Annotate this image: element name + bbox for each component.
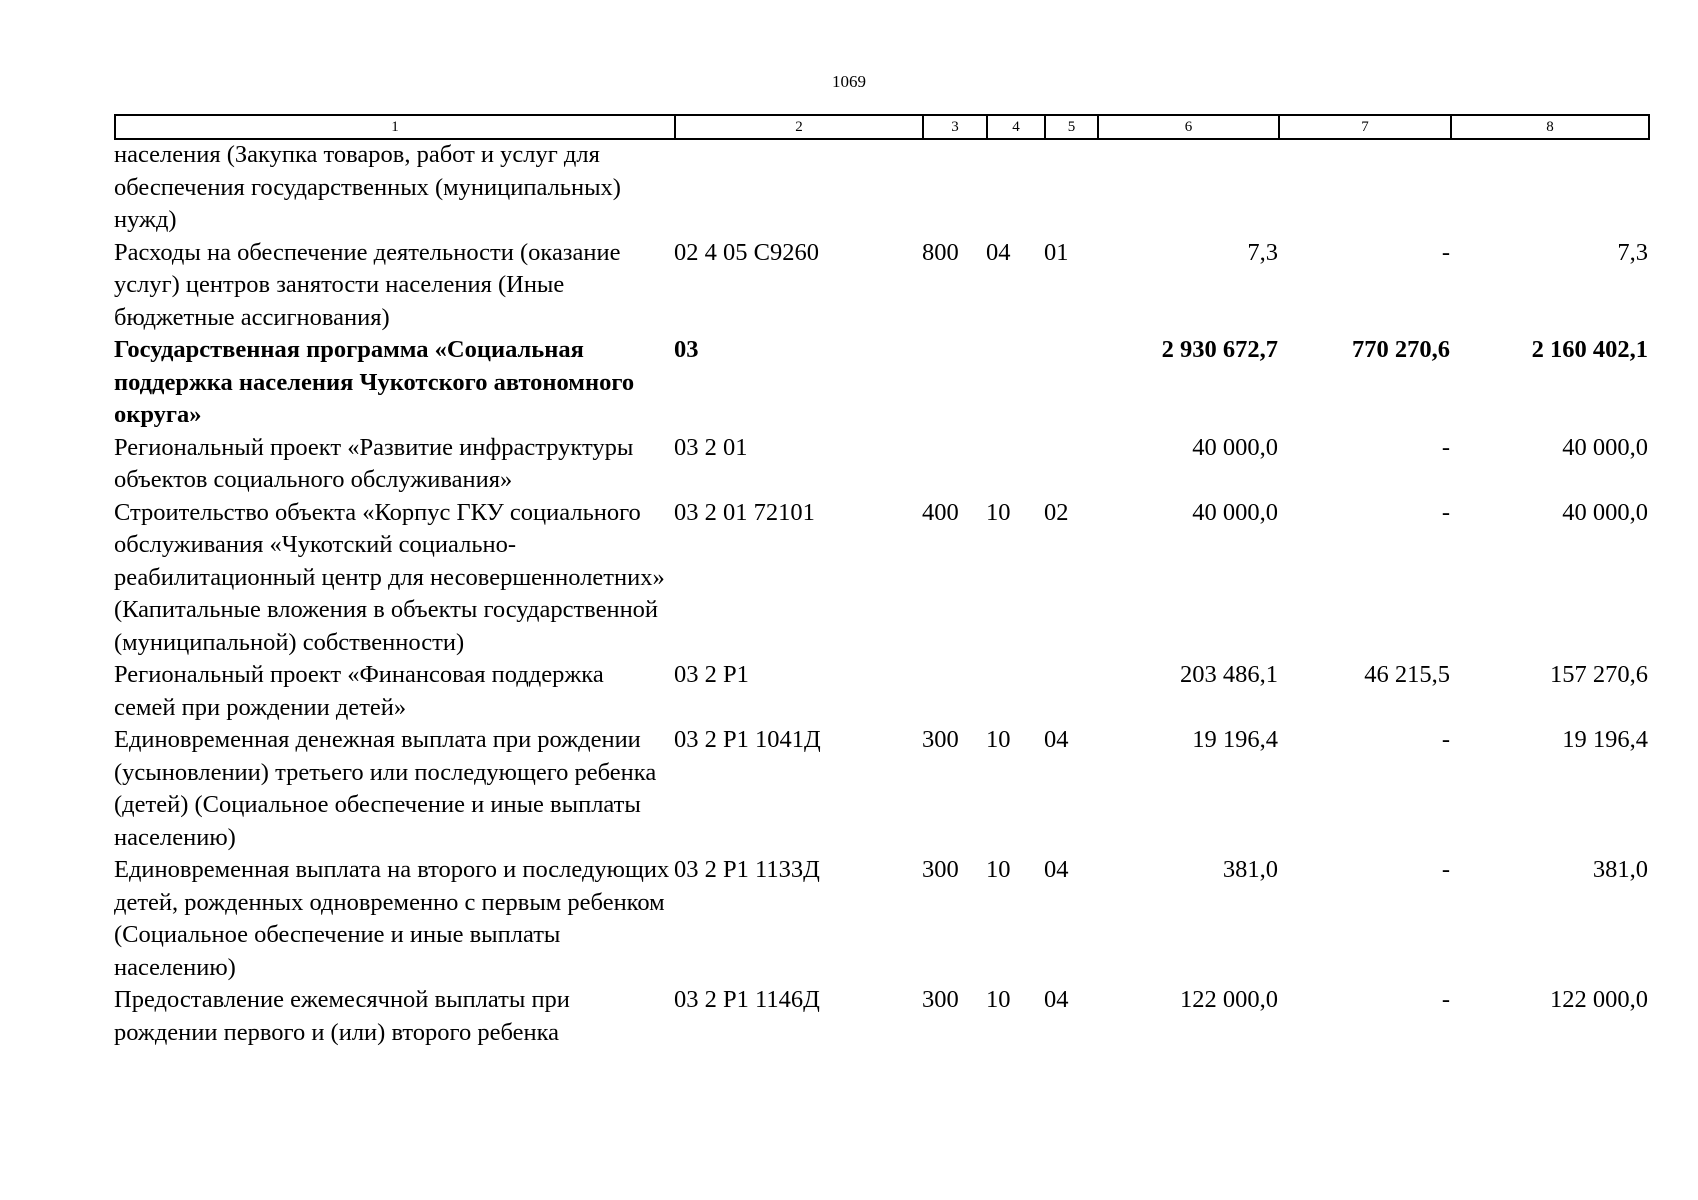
row-code: 03 2 01 72101 [674, 498, 815, 526]
column-header-3: 3 [923, 115, 987, 139]
row-col-4: 10 [986, 986, 1011, 1013]
row-col-4 [986, 334, 1044, 432]
row-col-5 [1044, 432, 1097, 497]
row-name: Предоставление ежемесячной выплаты при рождении первого и (или) второго ребенка [114, 986, 570, 1046]
row-col-4 [986, 432, 1044, 497]
row-col-8 [1450, 139, 1648, 237]
row-col-6-total [1097, 139, 1278, 237]
row-col-3: 300 [922, 856, 959, 883]
row-code: 03 2 Р1 1041Д [674, 726, 821, 753]
table-row [114, 724, 1648, 854]
table-row [114, 659, 1648, 724]
row-col-6-total: 203 486,1 [1180, 661, 1278, 688]
row-col-3 [922, 334, 986, 432]
column-header-5: 5 [1045, 115, 1098, 139]
row-col-7: - [1441, 726, 1450, 753]
row-col-8: 157 270,6 [1550, 661, 1648, 688]
row-code: 03 2 Р1 [674, 661, 749, 688]
row-col-3: 800 [922, 238, 959, 266]
row-col-8: 40 000,0 [1562, 498, 1648, 526]
table-row [114, 497, 1648, 660]
row-col-6-total: 40 000,0 [1192, 498, 1278, 526]
row-col-4: 10 [986, 856, 1011, 883]
row-col-3 [922, 432, 986, 497]
row-name: Региональный проект «Развитие инфраструктуры объектов социального обслуживания» [114, 433, 634, 493]
row-code: 03 2 Р1 1133Д [674, 856, 820, 883]
column-header-6: 6 [1098, 115, 1279, 139]
page-number: 1069 [832, 72, 866, 91]
row-name: Единовременная выплата на второго и последующих детей, рожденных одновременно с первым ребенком (Социальное обеспечение и иные выплаты населению) [114, 856, 670, 981]
row-col-8: 7,3 [1617, 238, 1648, 266]
row-name: Единовременная денежная выплата при рождении (усыновлении) третьего или последующего ребенка (детей) (Социальное обеспечение и иные выплаты населению) [114, 726, 657, 851]
row-col-8: 2 160 402,1 [1531, 336, 1648, 363]
row-col-3: 300 [922, 726, 959, 753]
row-col-6-total: 40 000,0 [1192, 433, 1278, 461]
row-col-4: 10 [986, 726, 1011, 753]
row-col-3: 400 [922, 498, 959, 526]
row-col-5 [1044, 659, 1097, 724]
row-col-7: - [1441, 238, 1450, 266]
row-col-7: 46 215,5 [1364, 661, 1450, 688]
row-col-7 [1278, 139, 1450, 237]
row-col-5: 04 [1044, 856, 1069, 883]
row-col-6-total: 122 000,0 [1180, 986, 1278, 1013]
table-row [114, 854, 1648, 984]
column-header-4: 4 [987, 115, 1045, 139]
row-col-4: 10 [986, 498, 1011, 526]
row-name: Государственная программа «Социальная поддержка населения Чукотского автономного округа» [114, 336, 635, 428]
row-col-4 [986, 659, 1044, 724]
row-col-6-total: 19 196,4 [1192, 726, 1278, 753]
column-header-8: 8 [1451, 115, 1649, 139]
row-name: Региональный проект «Финансовая поддержка семей при рождении детей» [114, 661, 604, 721]
column-header-row [114, 114, 1650, 140]
row-code [674, 139, 922, 237]
row-col-8: 381,0 [1592, 856, 1648, 883]
row-code: 03 2 01 [674, 433, 748, 461]
row-col-3 [922, 139, 986, 237]
row-col-7: 770 270,6 [1352, 336, 1450, 363]
row-col-5: 04 [1044, 726, 1069, 753]
row-col-6-total: 2 930 672,7 [1161, 336, 1278, 363]
column-header-1: 1 [115, 115, 675, 139]
table-row [114, 237, 1648, 335]
row-col-4: 04 [986, 238, 1011, 266]
row-col-6-total: 381,0 [1222, 856, 1278, 883]
row-col-3: 300 [922, 986, 959, 1013]
row-code: 03 2 Р1 1146Д [674, 986, 820, 1013]
row-col-7: - [1441, 856, 1450, 883]
column-header-2: 2 [675, 115, 923, 139]
row-col-7: - [1441, 433, 1450, 461]
row-col-8: 40 000,0 [1562, 433, 1648, 461]
row-col-5: 01 [1044, 238, 1069, 266]
row-col-8: 122 000,0 [1550, 986, 1648, 1013]
table-row [114, 139, 1648, 237]
row-col-7: - [1441, 986, 1450, 1013]
table-row [114, 334, 1648, 432]
row-code: 02 4 05 С9260 [674, 238, 819, 266]
row-col-7: - [1441, 498, 1450, 526]
row-code: 03 [674, 336, 699, 363]
row-col-5: 04 [1044, 986, 1069, 1013]
row-col-8: 19 196,4 [1562, 726, 1648, 753]
budget-table [114, 139, 1648, 1049]
row-col-4 [986, 139, 1044, 237]
row-name: Строительство объекта «Корпус ГКУ социального обслуживания «Чукотский социально-реабилитационный центр для несовершеннолетних» (Капитальные вложения в объекты государственной (муниципальной) собственности) [114, 498, 665, 656]
row-col-3 [922, 659, 986, 724]
row-col-5: 02 [1044, 498, 1069, 526]
table-row [114, 432, 1648, 497]
row-col-5 [1044, 139, 1097, 237]
row-col-6-total: 7,3 [1247, 238, 1278, 266]
column-header-7: 7 [1279, 115, 1451, 139]
row-col-5 [1044, 334, 1097, 432]
table-row [114, 984, 1648, 1049]
row-name: Расходы на обеспечение деятельности (оказание услуг) центров занятости населения (Иные бюджетные ассигнования) [114, 238, 621, 331]
row-name: населения (Закупка товаров, работ и услуг для обеспечения государственных (муниципальных) нужд) [114, 141, 621, 233]
